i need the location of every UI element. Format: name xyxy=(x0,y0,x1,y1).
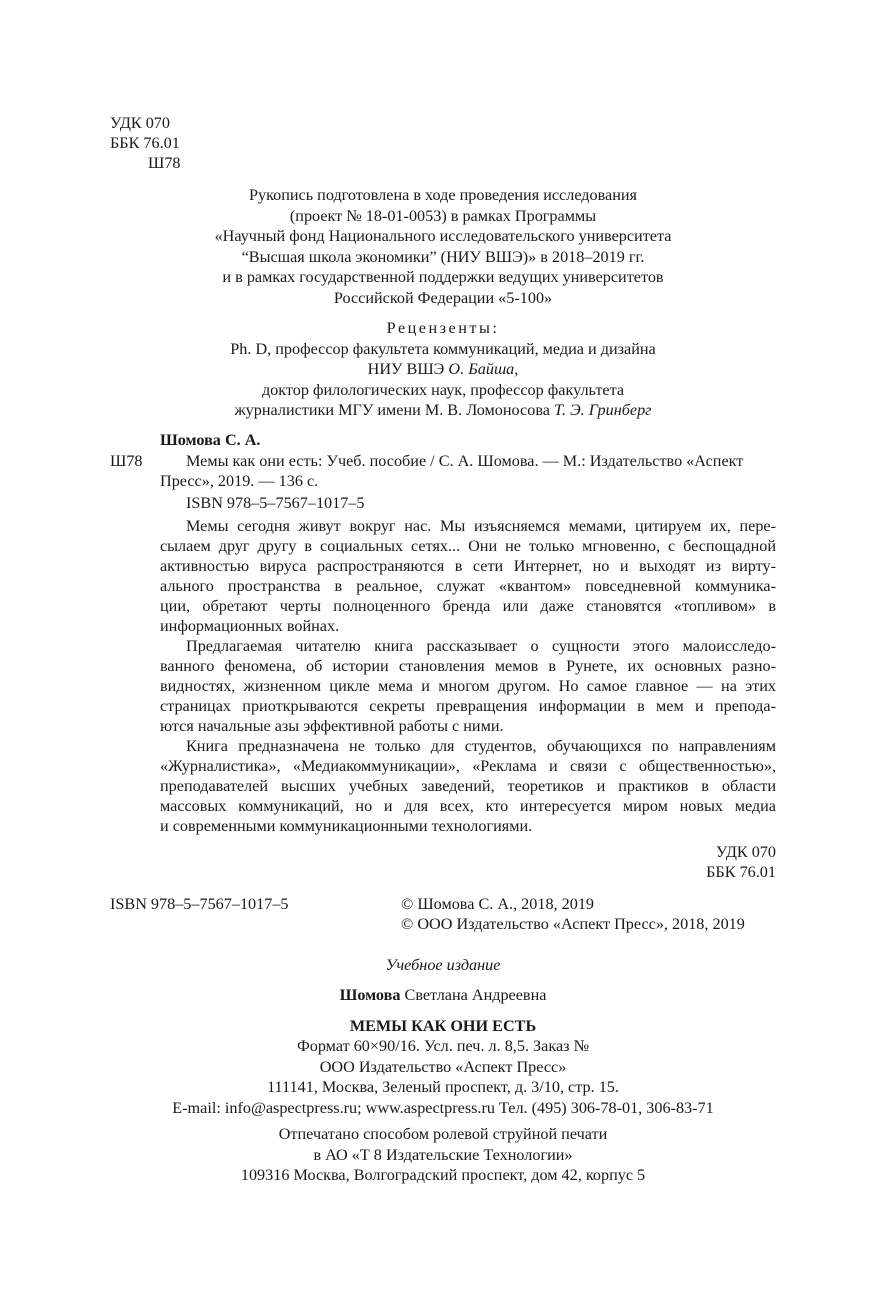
record-isbn: ISBN 978–5–7567–1017–5 xyxy=(186,494,365,512)
printing-line: 109316 Москва, Волгоградский проспект, дом 42, корпус 5 xyxy=(240,1166,646,1184)
annotation-line: Мемы сегодня живут вокруг нас. Мы изъясняемся мемами, цитируем их, пере- xyxy=(186,517,776,535)
annotation-line: активностью вируса распространяются в сети Интернет, но и выходят из вирту- xyxy=(160,557,776,575)
imprint-author xyxy=(110,985,776,1005)
annotation-line: и современными коммуникационными технологиями. xyxy=(160,817,533,835)
annotation-line: «Журналистика», «Медиакоммуникации», «Реклама и связи с общественностью», xyxy=(160,757,776,775)
annotation-line: Предлагаемая читателю книга рассказывает о сущности этого малоисследо- xyxy=(186,637,776,655)
imprint-contacts: E-mail: info@aspectpress.ru; www.aspectpress.ru Тел. (495) 306-78-01, 306-83-71 xyxy=(172,1098,714,1117)
record-line xyxy=(186,451,776,471)
printing-info xyxy=(110,1124,776,1186)
record-code: Ш78 xyxy=(110,452,143,470)
author-surname: Шомова xyxy=(339,986,401,1004)
reviewer-line xyxy=(110,359,776,380)
imprint-address: 111141, Москва, Зеленый проспект, д. 3/10, стр. 15. xyxy=(267,1078,619,1096)
annotation xyxy=(160,516,776,836)
record-line: Пресс», 2019. — 136 с. xyxy=(160,472,319,490)
annotation-line: ванного феномена, об истории становления мемов в Рунете, их основных разно- xyxy=(160,657,776,675)
annotation-line: преподавателей высших учебных заведений, теоретиков и практиков в области xyxy=(160,777,776,795)
annotation-line: ции, обретают черты полноценного бренда или даже становятся «топливом» в xyxy=(160,597,776,615)
annotation-line: страницах приоткрываются секреты превращения информации в мем и препода- xyxy=(160,697,776,715)
annotation-line: сылаем друг другу в социальных сетях... Они не только мгновенно, с беспощадной xyxy=(160,537,776,555)
reviewer-name: Т. Э. Гринберг xyxy=(554,401,652,419)
annotation-line: информационных войнах. xyxy=(160,617,340,635)
reviewer-punct: , xyxy=(514,360,519,378)
annotation-line: массовых коммуникаций, но и для всех, кто интересуется миром новых медиа xyxy=(160,797,776,815)
record-author: Шомова С. А. xyxy=(160,431,261,449)
annotation-line: ются начальные азы эффективной работы с ними. xyxy=(160,717,504,735)
reviewer-line xyxy=(110,400,776,421)
annotation-line: Книга предназначена не только для студентов, обучающихся по направлениям xyxy=(186,737,776,755)
classification-codes-top xyxy=(110,113,181,173)
classification-codes-bottom xyxy=(600,842,776,882)
record-text: Мемы как они есть: Учеб. пособие / С. А. Шомова. — М.: Издательство «Аспект xyxy=(186,452,744,470)
project-note-line: Рукопись подготовлена в ходе проведения исследования xyxy=(248,186,638,204)
isbn: ISBN 978–5–7567–1017–5 xyxy=(110,895,289,913)
reviewer-affiliation: журналистики МГУ имени М. В. Ломоносова xyxy=(234,401,554,419)
project-note-line: “Высшая школа экономики” (НИУ ВШЭ)» в 2018–2019 гг. xyxy=(241,247,645,266)
udk-code: УДК 070 xyxy=(110,114,170,132)
printing-line: в АО «Т 8 Издательские Технологии» xyxy=(313,1145,573,1164)
project-note-line: «Научный фонд Национального исследовательского университета xyxy=(214,227,672,245)
imprint-format: Формат 60×90/16. Усл. печ. л. 8,5. Заказ № xyxy=(296,1037,590,1055)
printing-line: Отпечатано способом ролевой струйной печати xyxy=(278,1125,608,1143)
reviewers-block xyxy=(110,318,776,421)
imprint-details xyxy=(110,1036,776,1118)
bbk-code: ББК 76.01 xyxy=(706,863,776,881)
reviewer-line: доктор филологических наук, профессор факультета xyxy=(261,380,625,399)
copyright-line: © ООО Издательство «Аспект Пресс», 2018, 2019 xyxy=(401,915,745,933)
reviewer-name: О. Байша xyxy=(448,360,515,378)
project-note-line: Российской Федерации «5-100» xyxy=(333,288,553,307)
reviewer-line: Ph. D, профессор факультета коммуникаций, медиа и дизайна xyxy=(230,339,656,358)
copyright-line: © Шомова С. А., 2018, 2019 xyxy=(401,895,595,913)
author-name: Светлана Андреевна xyxy=(400,986,547,1004)
copyright-block xyxy=(401,894,745,934)
reviewer-affiliation: НИУ ВШЭ xyxy=(367,360,449,378)
author-sign: Ш78 xyxy=(148,154,181,172)
imprint-publisher: ООО Издательство «Аспект Пресс» xyxy=(319,1057,567,1076)
bbk-code: ББК 76.01 xyxy=(110,134,180,152)
udk-code: УДК 070 xyxy=(716,843,776,861)
project-note-line: (проект № 18-01-0053) в рамках Программы xyxy=(289,206,597,225)
annotation-line: видностях, жизненном цикле мема и многом другом. Но самое главное — на этих xyxy=(160,677,776,695)
annotation-line: ального пространства в реальное, служат «квантом» повседневной коммуника- xyxy=(160,577,776,595)
book-title: МЕМЫ КАК ОНИ ЕСТЬ xyxy=(349,1017,537,1035)
reviewers-heading: Рецензенты: xyxy=(386,319,500,337)
edition-type: Учебное издание xyxy=(385,956,501,974)
project-note-line: и в рамках государственной поддержки ведущих университетов xyxy=(222,268,664,286)
project-note xyxy=(110,185,776,308)
